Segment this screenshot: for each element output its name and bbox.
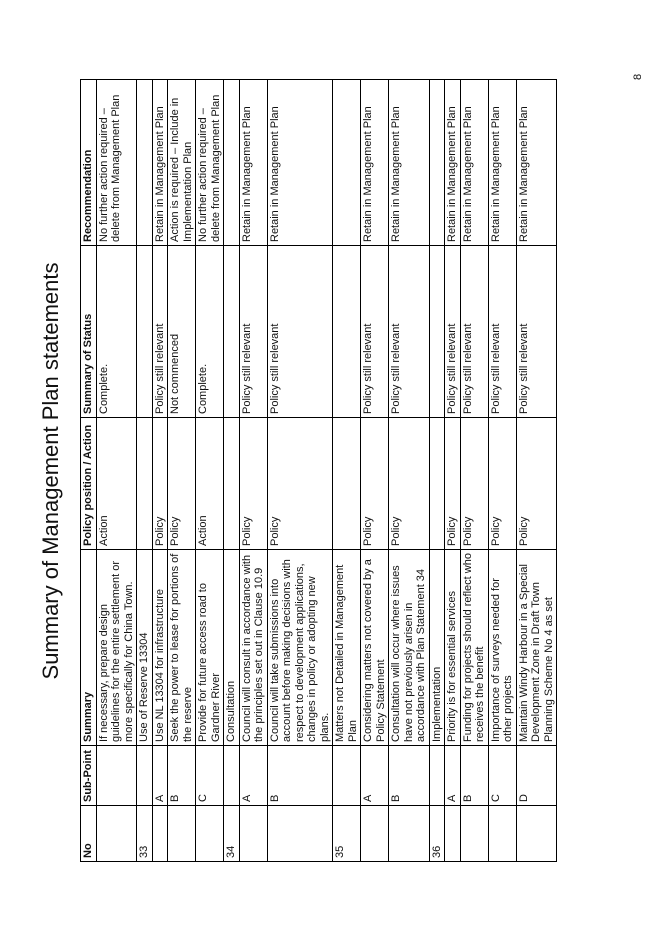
cell-status: Policy still relevant <box>152 246 168 418</box>
cell-status: Complete. <box>96 246 137 418</box>
cell-summary: Priority is for essential services <box>445 550 461 746</box>
cell-no <box>196 806 224 862</box>
table-row <box>445 80 461 862</box>
table-row <box>267 80 333 862</box>
table-row <box>488 80 516 862</box>
cell-summary: Council will take submissions into account before making decisions with respect to development applications, changes in policy or adopting new plans. <box>267 550 333 746</box>
cell-recommendation: Retain in Management Plan <box>361 80 389 246</box>
cell-sub-point <box>429 746 445 806</box>
table-row <box>152 80 168 862</box>
cell-sub-point: A <box>445 746 461 806</box>
cell-no <box>460 806 488 862</box>
cell-recommendation: Retain in Management Plan <box>445 80 461 246</box>
cell-recommendation: No further action required – delete from Management Plan <box>196 80 224 246</box>
header-sub-point: Sub-Point <box>81 746 97 806</box>
header-status: Summary of Status <box>81 246 97 418</box>
cell-recommendation <box>333 80 361 246</box>
cell-status: Complete. <box>196 246 224 418</box>
cell-status <box>333 246 361 418</box>
management-plan-table <box>80 79 557 862</box>
cell-sub-point: A <box>361 746 389 806</box>
table-row <box>196 80 224 862</box>
cell-status: Policy still relevant <box>445 246 461 418</box>
page-number: 8 <box>632 73 644 80</box>
table-row <box>168 80 196 862</box>
cell-policy-action <box>429 418 445 550</box>
cell-sub-point: B <box>389 746 430 806</box>
cell-sub-point: A <box>239 746 267 806</box>
cell-sub-point <box>96 746 137 806</box>
cell-no: 34 <box>224 806 240 862</box>
cell-no: 36 <box>429 806 445 862</box>
table-row <box>429 80 445 862</box>
cell-status: Policy still relevant <box>488 246 516 418</box>
cell-policy-action <box>333 418 361 550</box>
cell-sub-point: B <box>460 746 488 806</box>
cell-policy-action: Action <box>196 418 224 550</box>
cell-no: 33 <box>137 806 153 862</box>
table-row <box>361 80 389 862</box>
cell-summary: Use of Reserve 13304 <box>137 550 153 746</box>
cell-summary: Maintain Windy Harbour in a Special Development Zone in Draft Town Planning Scheme No 4 as set <box>516 550 557 746</box>
cell-no: 35 <box>333 806 361 862</box>
cell-status: Not commenced <box>168 246 196 418</box>
table-row <box>460 80 488 862</box>
cell-status <box>224 246 240 418</box>
cell-sub-point: B <box>267 746 333 806</box>
cell-policy-action: Action <box>96 418 137 550</box>
cell-sub-point <box>137 746 153 806</box>
cell-summary: Seek the power to lease for portions of the reserve <box>168 550 196 746</box>
cell-no <box>488 806 516 862</box>
cell-policy-action: Policy <box>516 418 557 550</box>
cell-no <box>152 806 168 862</box>
cell-policy-action: Policy <box>152 418 168 550</box>
cell-no <box>168 806 196 862</box>
cell-recommendation <box>224 80 240 246</box>
table-row <box>96 80 137 862</box>
header-summary: Summary <box>81 550 97 746</box>
cell-policy-action: Policy <box>239 418 267 550</box>
cell-summary: Considering matters not covered by a Policy Statement <box>361 550 389 746</box>
cell-no <box>96 806 137 862</box>
cell-policy-action: Policy <box>460 418 488 550</box>
cell-no <box>267 806 333 862</box>
cell-summary: Provide for future access road to Gardner River <box>196 550 224 746</box>
cell-summary: Matters not Detailed in Management Plan <box>333 550 361 746</box>
table-row <box>239 80 267 862</box>
cell-sub-point: D <box>516 746 557 806</box>
header-recommendation: Recommendation <box>81 80 97 246</box>
cell-status <box>137 246 153 418</box>
page-title: Summary of Management Plan statements <box>38 262 63 680</box>
table-row <box>389 80 430 862</box>
table-body <box>96 80 557 862</box>
header-row <box>81 80 97 862</box>
cell-recommendation: Retain in Management Plan <box>460 80 488 246</box>
cell-sub-point <box>333 746 361 806</box>
table-row <box>137 80 153 862</box>
cell-no <box>389 806 430 862</box>
cell-status: Policy still relevant <box>361 246 389 418</box>
cell-status: Policy still relevant <box>239 246 267 418</box>
table-row <box>516 80 557 862</box>
cell-summary: Importance of surveys needed for other projects <box>488 550 516 746</box>
cell-policy-action: Policy <box>267 418 333 550</box>
cell-recommendation: Retain in Management Plan <box>152 80 168 246</box>
cell-recommendation <box>137 80 153 246</box>
cell-summary: If necessary, prepare design guidelines for the entire settlement or more specifically for China Town. <box>96 550 137 746</box>
cell-status <box>429 246 445 418</box>
cell-recommendation: Retain in Management Plan <box>488 80 516 246</box>
header-no: No <box>81 806 97 862</box>
cell-summary: Consultation will occur where issues have not previously arisen in accordance with Plan Statement 34 <box>389 550 430 746</box>
cell-sub-point: A <box>152 746 168 806</box>
cell-policy-action <box>137 418 153 550</box>
cell-no <box>239 806 267 862</box>
cell-policy-action: Policy <box>361 418 389 550</box>
cell-status: Policy still relevant <box>516 246 557 418</box>
cell-sub-point: C <box>196 746 224 806</box>
cell-sub-point: B <box>168 746 196 806</box>
table-row <box>224 80 240 862</box>
cell-policy-action <box>224 418 240 550</box>
cell-recommendation: Retain in Management Plan <box>516 80 557 246</box>
cell-sub-point: C <box>488 746 516 806</box>
cell-summary: Council will consult in accordance with the principles set out in Clause 10.9 <box>239 550 267 746</box>
cell-policy-action: Policy <box>389 418 430 550</box>
cell-policy-action: Policy <box>445 418 461 550</box>
cell-policy-action: Policy <box>168 418 196 550</box>
cell-policy-action: Policy <box>488 418 516 550</box>
cell-summary: Use NL 13304 for infrastructure <box>152 550 168 746</box>
cell-summary: Implementation <box>429 550 445 746</box>
cell-sub-point <box>224 746 240 806</box>
cell-status: Policy still relevant <box>267 246 333 418</box>
cell-status: Policy still relevant <box>460 246 488 418</box>
cell-no <box>516 806 557 862</box>
cell-recommendation: Retain in Management Plan <box>267 80 333 246</box>
cell-recommendation: Action is required – Include in Implementation Plan <box>168 80 196 246</box>
cell-recommendation: Retain in Management Plan <box>239 80 267 246</box>
header-policy-action: Policy position / Action <box>81 418 97 550</box>
table-row <box>333 80 361 862</box>
cell-summary: Consultation <box>224 550 240 746</box>
cell-no <box>445 806 461 862</box>
cell-no <box>361 806 389 862</box>
cell-recommendation: Retain in Management Plan <box>389 80 430 246</box>
cell-status: Policy still relevant <box>389 246 430 418</box>
cell-recommendation <box>429 80 445 246</box>
cell-summary: Funding for projects should reflect who receives the benefit <box>460 550 488 746</box>
cell-recommendation: No further action required – delete from Management Plan <box>96 80 137 246</box>
